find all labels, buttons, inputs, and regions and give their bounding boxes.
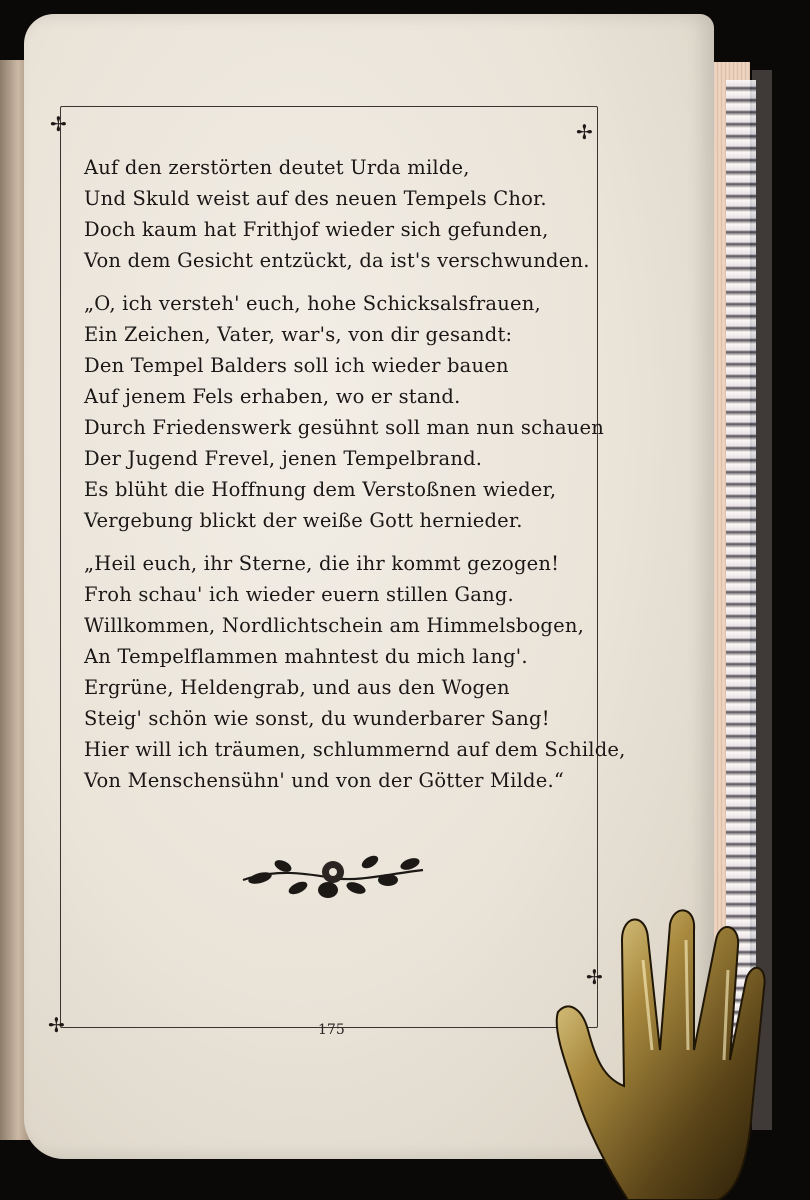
poem-line: Ein Zeichen, Vater, war's, von dir gesandt: [84,323,513,346]
stanza [84,152,590,276]
poem-line: „Heil euch, ihr Sterne, die ihr kommt gezogen! [84,552,560,575]
poem-line: Durch Friedenswerk gesühnt soll man nun schauen [84,416,605,439]
brass-hand-bookend-icon [548,900,788,1200]
poem-line: Von Menschensühn' und von der Götter Milde.“ [84,769,565,792]
poem-line: Und Skuld weist auf des neuen Tempels Chor. [84,187,547,210]
poem-line: Hier will ich träumen, schlummernd auf dem Schilde, [84,738,626,761]
poem-line: Froh schau' ich wieder euern stillen Gang. [84,583,514,606]
poem-line: Auf jenem Fels erhaben, wo er stand. [84,385,461,408]
poem-line: Willkommen, Nordlichtschein am Himmelsbogen, [84,614,584,637]
poem-line: An Tempelflammen mahntest du mich lang'. [84,645,528,668]
poem-line: Steig' schön wie sonst, du wunderbarer Sang! [84,707,550,730]
corner-ornament-icon: ✢ [576,120,593,144]
poem-line: Der Jugend Frevel, jenen Tempelbrand. [84,447,483,470]
poem-line: Auf den zerstörten deutet Urda milde, [84,156,470,179]
page-number: 175 [318,1022,345,1038]
poem-line: Ergrüne, Heldengrab, und aus den Wogen [84,676,510,699]
poem-line: Von dem Gesicht entzückt, da ist's verschwunden. [84,249,590,272]
poem-line: Doch kaum hat Frithjof wieder sich gefunden, [84,218,549,241]
poem-line: „O, ich versteh' euch, hohe Schicksalsfrauen, [84,292,541,315]
poem-text [84,152,626,808]
corner-ornament-icon: ✢ [50,112,67,136]
poem-line: Es blüht die Hoffnung dem Verstoßnen wieder, [84,478,557,501]
stanza [84,288,605,536]
floral-ornament-icon [238,848,428,904]
corner-ornament-icon: ✢ [48,1013,65,1037]
stanza [84,548,626,796]
corner-ornament-icon: ✢ [586,965,603,989]
poem-line: Vergebung blickt der weiße Gott hernieder. [84,509,523,532]
poem-line: Den Tempel Balders soll ich wieder bauen [84,354,509,377]
